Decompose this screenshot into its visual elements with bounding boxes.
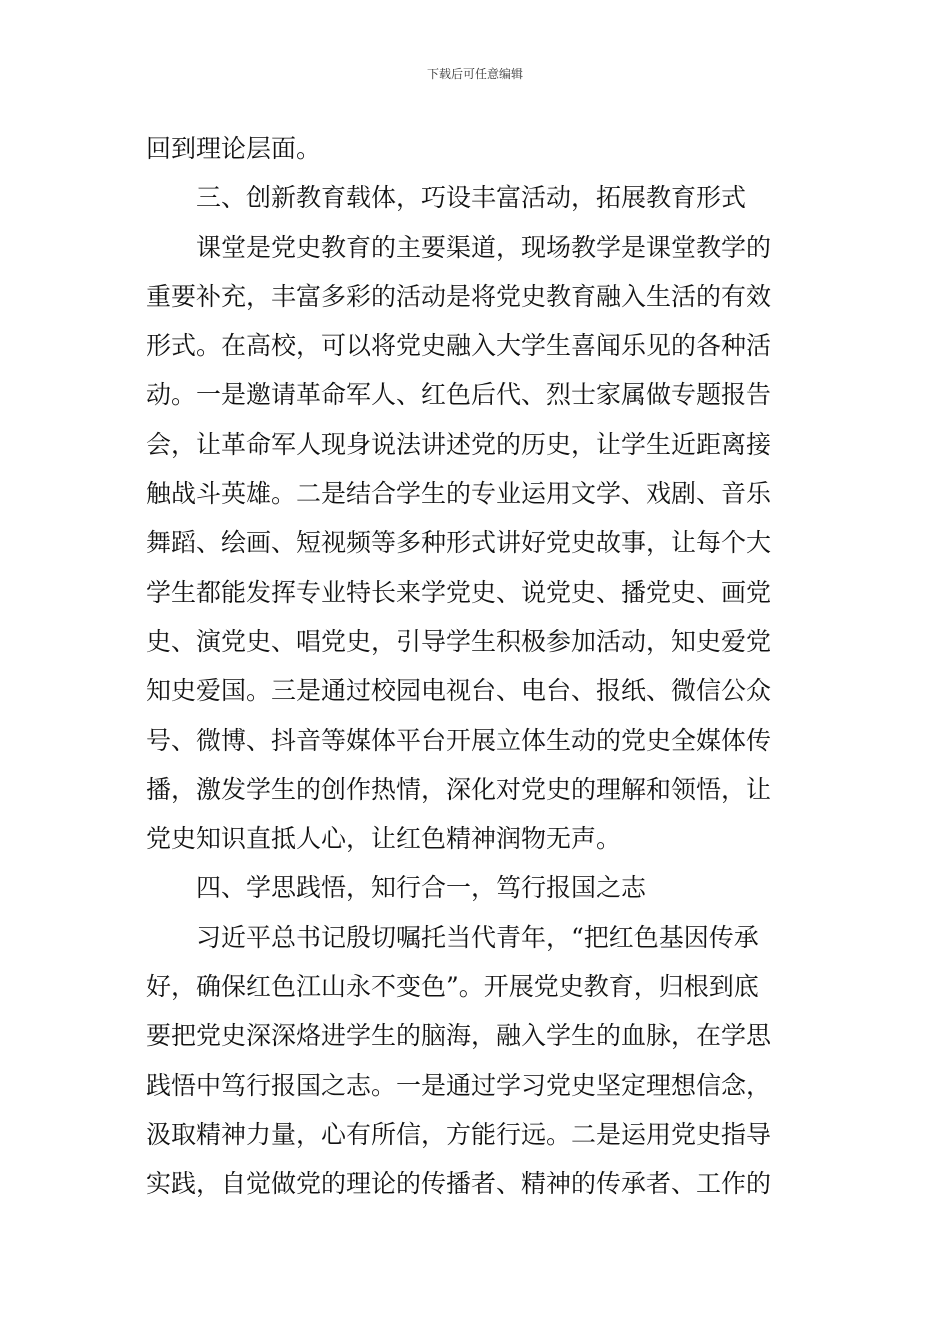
body-line: 形式。在高校，可以将党史融入大学生喜闻乐见的各种活 — [146, 331, 772, 361]
body-line: 汲取精神力量，心有所信，方能行远。二是运用党史指导 — [146, 1119, 772, 1149]
body-line: 实践，自觉做党的理论的传播者、精神的传承者、工作的 — [146, 1169, 772, 1199]
body-line: 习近平总书记殷切嘱托当代青年，“把红色基因传承 — [196, 922, 759, 952]
body-line: 要把党史深深烙进学生的脑海，融入学生的血脉，在学思 — [146, 1021, 772, 1051]
body-line: 重要补充，丰富多彩的活动是将党史教育融入生活的有效 — [146, 281, 772, 311]
body-line: 学生都能发挥专业特长来学党史、说党史、播党史、画党 — [146, 577, 772, 607]
body-line: 知史爱国。三是通过校园电视台、电台、报纸、微信公众 — [146, 676, 772, 706]
body-line: 好，确保红色江山永不变色”。开展党史教育，归根到底 — [146, 972, 759, 1002]
body-text — [146, 124, 806, 1209]
body-line: 动。一是邀请革命军人、红色后代、烈士家属做专题报告 — [146, 380, 772, 410]
body-line: 触战斗英雄。二是结合学生的专业运用文学、戏剧、音乐 — [146, 479, 772, 509]
body-line: 四、学思践悟，知行合一，笃行报国之志 — [196, 873, 647, 903]
body-line: 舞蹈、绘画、短视频等多种形式讲好党史故事，让每个大 — [146, 528, 772, 558]
body-line: 回到理论层面。 — [146, 134, 322, 163]
page-header-note: 下载后可任意编辑 — [426, 67, 523, 81]
body-line: 党史知识直抵人心，让红色精神润物无声。 — [146, 824, 622, 854]
body-line: 史、演党史、唱党史，引导学生积极参加活动，知史爱党 — [146, 626, 772, 656]
body-line: 三、创新教育载体，巧设丰富活动，拓展教育形式 — [196, 183, 747, 213]
body-line: 会，让革命军人现身说法讲述党的历史，让学生近距离接 — [146, 429, 772, 459]
body-line: 播，激发学生的创作热情，深化对党史的理解和领悟，让 — [146, 774, 772, 804]
body-line: 践悟中笃行报国之志。一是通过学习党史坚定理想信念， — [146, 1070, 772, 1100]
body-line: 课堂是党史教育的主要渠道，现场教学是课堂教学的 — [196, 232, 772, 262]
body-line: 号、微博、抖音等媒体平台开展立体生动的党史全媒体传 — [146, 725, 772, 755]
